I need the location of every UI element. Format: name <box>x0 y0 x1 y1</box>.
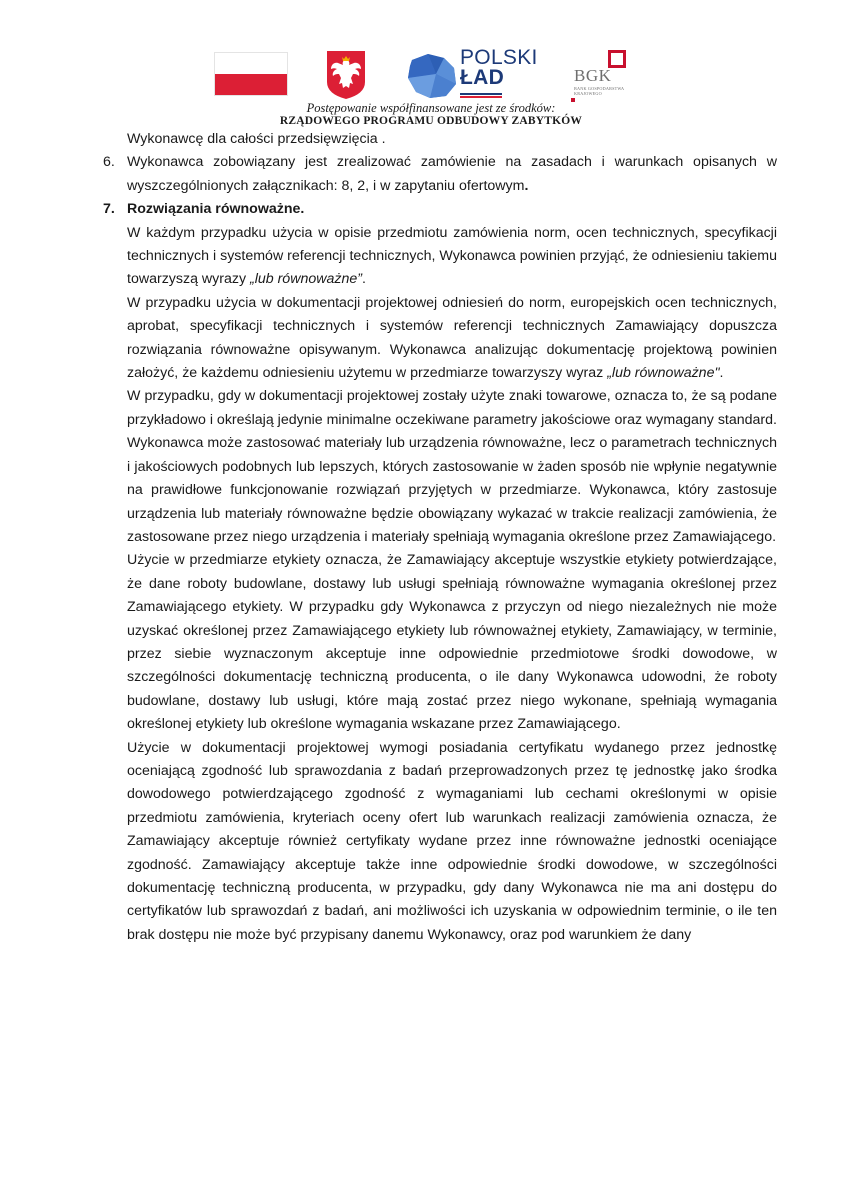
item6-text: Wykonawca zobowiązany jest zrealizować zamówienie na zasadach i warunkach opisanych w wyszczególnionych załącznikach: 8, 2, i w zapytaniu ofertowym <box>127 154 777 194</box>
list-number: 7. <box>103 201 115 218</box>
p2-end: . <box>719 365 724 382</box>
polski-lad-underline-blue <box>460 93 502 95</box>
paragraph <box>127 222 777 292</box>
p2-text: W przypadku użycia w dokumentacji projektowej odniesień do norm, europejskich ocen technicznych, aprobat, specyfikacji technicznych i systemów referencji technicznych Zamawiający dopuszcza rozwiązania równoważne opisywanym. Wykonawca analizując dokumentację projektową powinien założyć, że każdemu odniesieniu użytemu w przedmiarze towarzyszy wyraz <box>127 294 777 382</box>
bgk-logo <box>574 50 644 104</box>
polski-lad-line2: ŁAD <box>460 66 505 89</box>
bgk-subtitle-line1: BANK GOSPODARSTWA <box>574 86 625 91</box>
program-name: RZĄDOWEGO PROGRAMU ODBUDOWY ZABYTKÓW <box>279 115 583 127</box>
p1-quote: „lub równoważne” <box>249 271 362 288</box>
polski-lad-logo <box>406 48 538 102</box>
section-heading: Rozwiązania równoważne. <box>127 201 305 218</box>
p1-text: W każdym przypadku użycia w opisie przedmiotu zamówienia norm, ocen technicznych, specyfikacji technicznych i systemów referencji technicznych, Wykonawca powinien przyjąć, że odniesieniu takiemu towarzyszą wyrazy <box>127 224 777 288</box>
emblem-of-poland-icon <box>326 50 366 100</box>
document-body <box>103 128 777 947</box>
polski-lad-line1: POLSKI <box>460 46 538 69</box>
paragraph: Użycie w przedmiarze etykiety oznacza, że Zamawiający akceptuje wszystkie etykiety potwierdzające, że dane roboty budowlane, dostawy lub usługi spełniają równoważne wymagania określonej przez Zamawiającego etykiety. W przypadku gdy Wykonawca z przyczyn od niego niezależnych nie może uzyskać określonej przez Zamawiającego etykiety lub równoważnej etykiety, Zamawiający, w terminie, przez siebie wyznaczonym akceptuje inne odpowiednie przedmiotowe środki dowodowe, w szczególności dokumentację techniczną producenta, o ile dany Wykonawca udowodni, że roboty budowlane, dostawy lub usługi, które mają zostać przez niego wykonane, spełniają wymagania określonej etykiety lub określone wymagania wskazane przez Zamawiającego. <box>127 552 777 733</box>
list-item-7 <box>103 198 777 947</box>
bgk-subtitle-line2: KRAJOWEGO <box>574 91 602 96</box>
polski-lad-map-icon <box>406 52 458 100</box>
bgk-subtitle <box>574 86 644 96</box>
paragraph <box>127 292 777 386</box>
list-number: 6. <box>103 154 115 171</box>
header-logos <box>212 48 642 104</box>
bgk-title: BGK <box>574 66 612 85</box>
list-item-6 <box>103 151 777 198</box>
funding-notice: Postępowanie współfinansowane jest ze środków: <box>306 101 556 115</box>
item6-period: . <box>524 177 529 194</box>
flag-of-poland-icon <box>214 52 288 96</box>
paragraph: W przypadku, gdy w dokumentacji projektowej zostały użyte znaki towarowe, oznacza to, że są podane przykładowo i określają jedynie minimalne oczekiwane parametry jakościowe oraz wymagany standard. Wykonawca może zastosować materiały lub urządzenia równoważne, lecz o parametrach technicznych i jakościowych podobnych lub lepszych, których zastosowanie w żaden sposób nie wpłynie negatywnie na prawidłowe funkcjonowanie rozwiązań przyjętych w przedmiarze. Wykonawca, który zastosuje urządzenia lub materiały równoważne będzie obowiązany wykazać w trakcie realizacji zamówienia, że zastosowane przez niego urządzenia i materiały spełniają wymagania określone przez Zamawiającego. <box>127 388 777 545</box>
continuation-line: Wykonawcę dla całości przedsięwzięcia . <box>127 131 386 147</box>
polski-lad-underline-red <box>460 96 502 98</box>
paragraph: Użycie w dokumentacji projektowej wymogi posiadania certyfikatu wydanego przez jednostkę oceniającą zgodność lub sprawozdania z badań przeprowadzonych przez tę jednostkę jako środka dowodowego potwierdzającego zgodność z wymaganiami lub cechami określonymi w opisie przedmiotu zamówienia, kryteriach oceny ofert lub warunkach realizacji zamówienia oznacza, że Zamawiający akceptuje również certyfikaty wydane przez inne równoważne jednostki oceniające zgodność. Zamawiający akceptuje także inne odpowiednie środki dowodowe, w szczególności dokumentację techniczną producenta, w przypadku, gdy dany Wykonawca nie ma ani dostępu do certyfikatów lub sprawozdań z badań, ani możliwości ich uzyskania w odpowiednim terminie, o ile ten brak dostępu nie może być przypisany danemu Wykonawcy, oraz pod warunkiem że dany <box>127 739 777 943</box>
list-item-text <box>127 151 777 198</box>
p2-quote: „lub równoważne" <box>607 365 720 382</box>
p1-end: . <box>361 271 366 288</box>
